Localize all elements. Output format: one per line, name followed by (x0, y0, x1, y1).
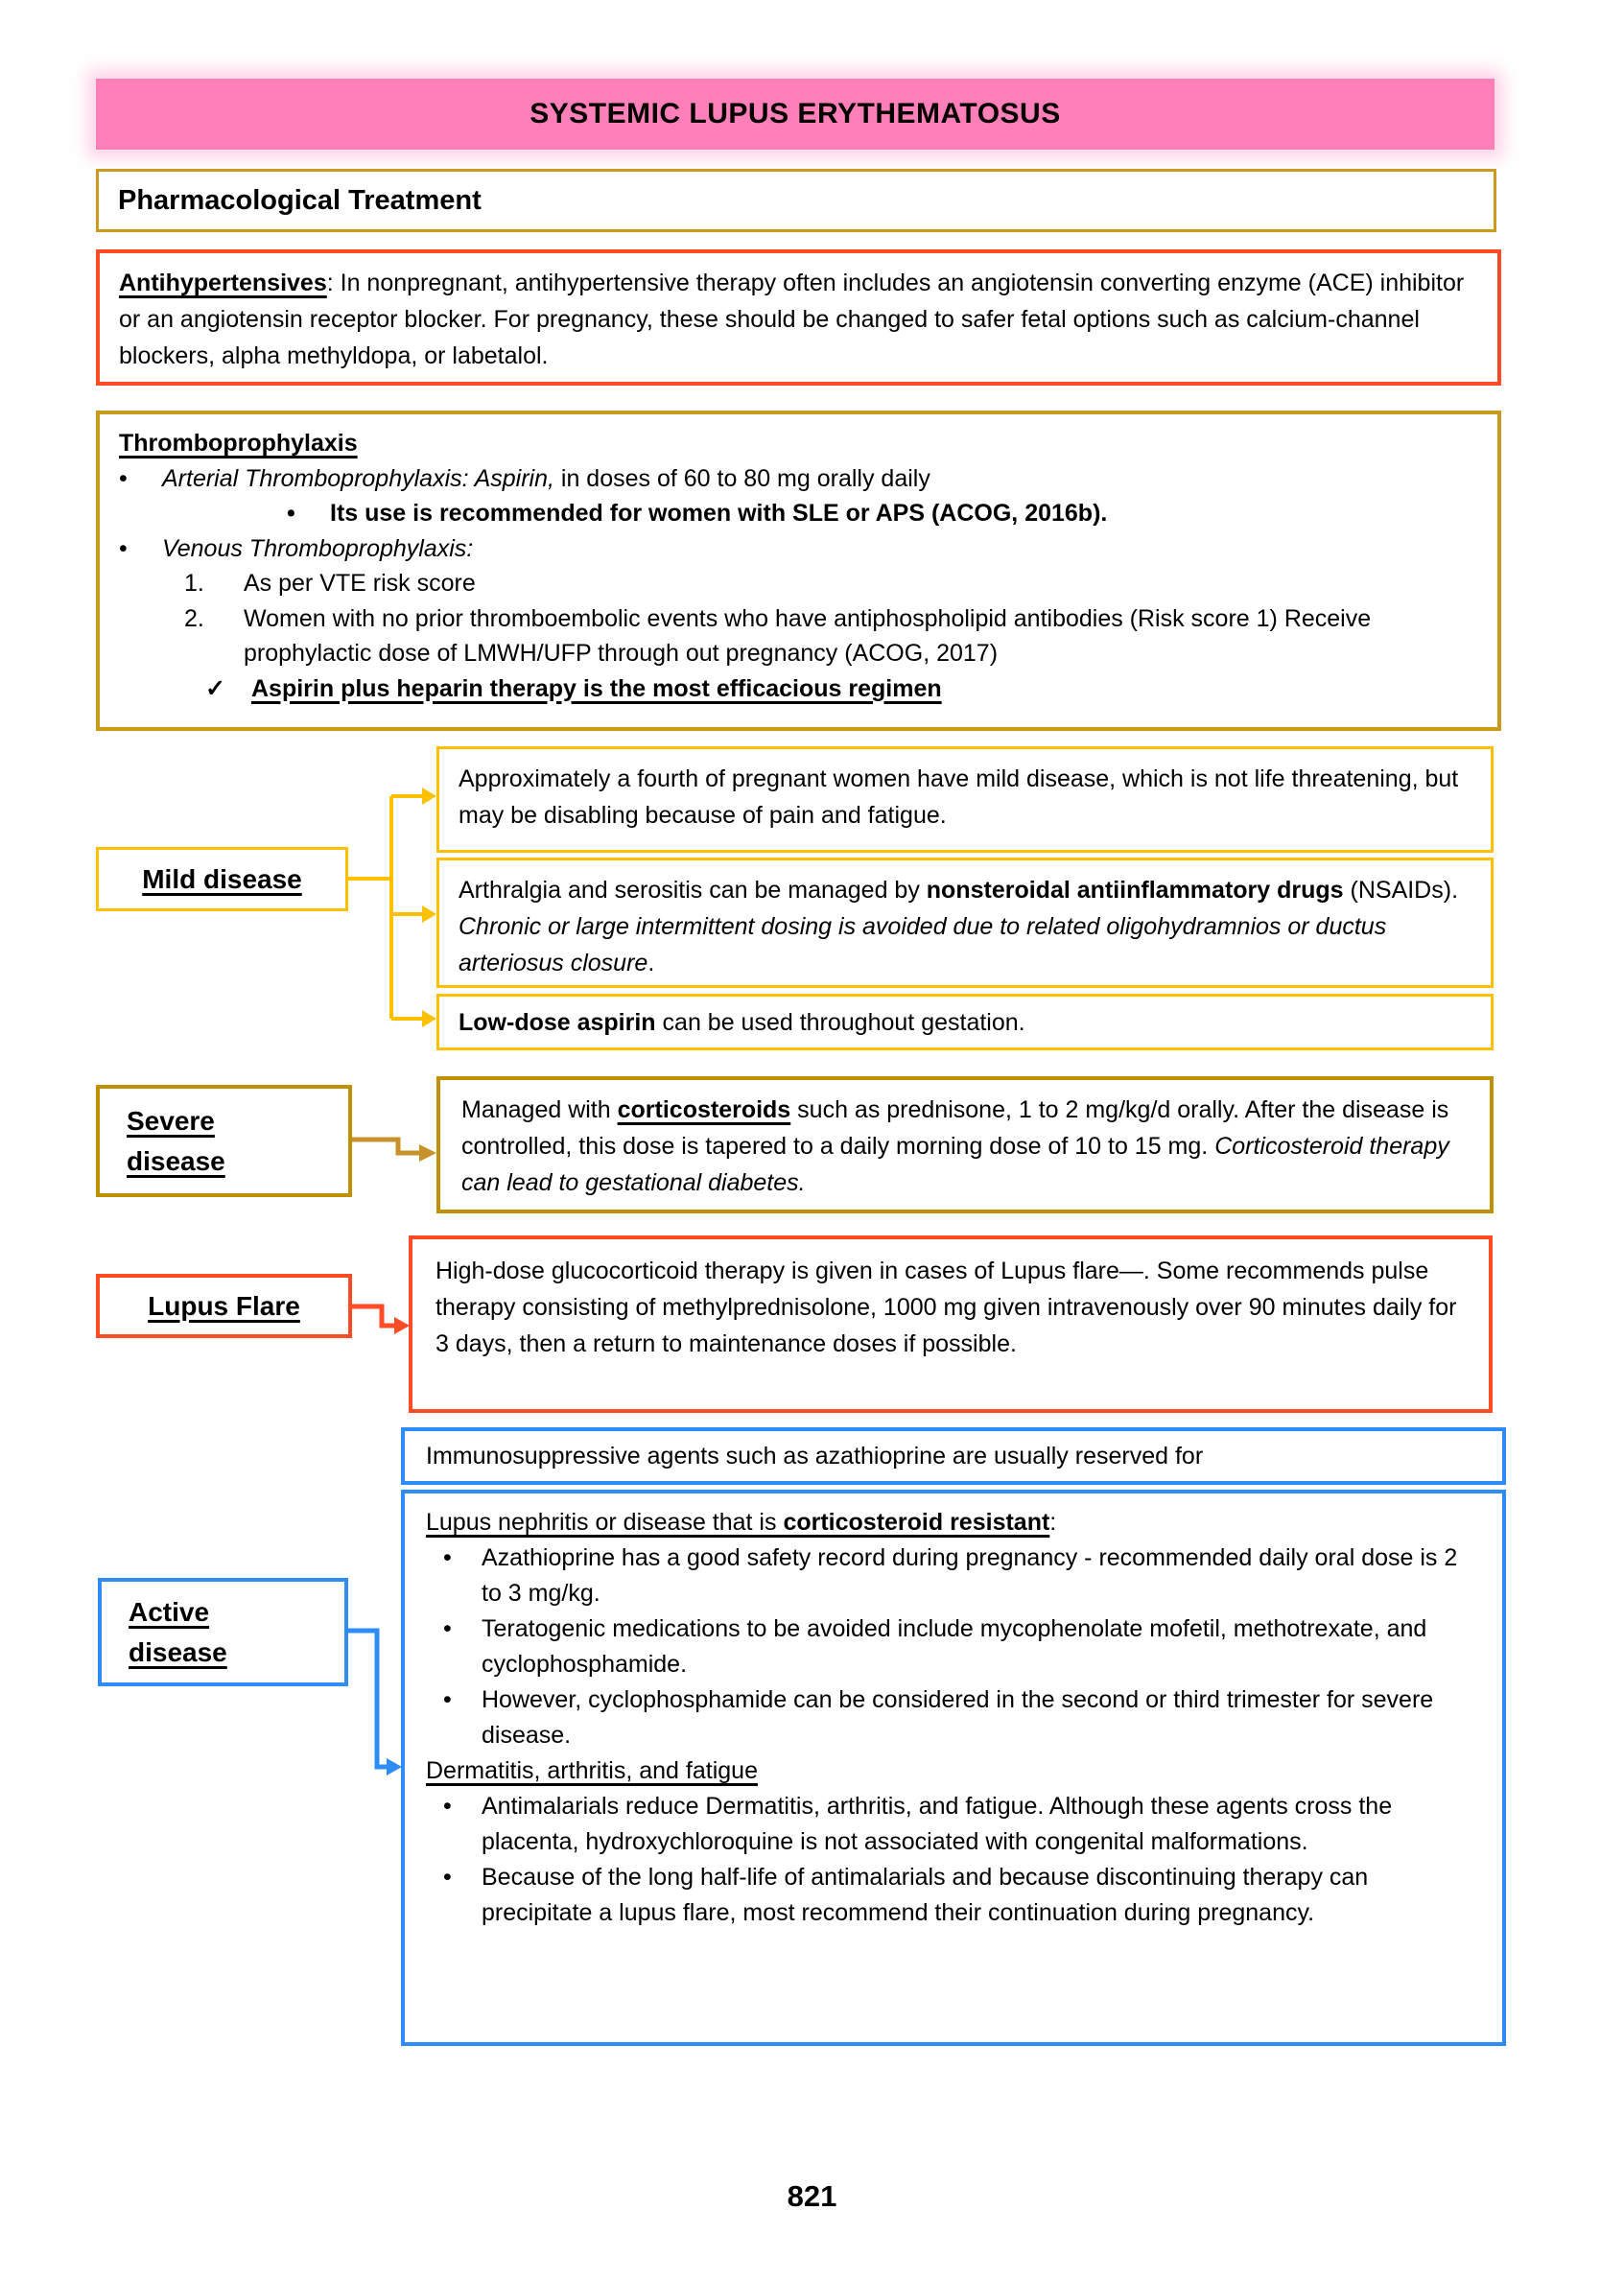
arterial-thromboprophylaxis-italic: Arterial Thromboprophylaxis: Aspirin, (162, 464, 554, 492)
active-intro-text: Immunosuppressive agents such as azathioprine are usually reserved for (426, 1442, 1204, 1470)
mild-disease-label: Mild disease (142, 863, 302, 894)
severe-pre: Managed with (461, 1096, 618, 1123)
list-item (443, 1860, 1481, 1931)
number-marker: 1. (184, 570, 204, 597)
mild-box2-mid: (NSAIDs). (1343, 877, 1459, 904)
mild-box3-bold: Low-dose aspirin (459, 1008, 656, 1036)
list-item (205, 671, 1478, 707)
active-disease-label: Active disease (129, 1596, 227, 1667)
mild-box2-bold: nonsteroidal antiinflammatory drugs (926, 877, 1344, 904)
active-disease-main-box (401, 1490, 1506, 2046)
mild-disease-text-1: Approximately a fourth of pregnant women have mild disease, which is not life threatening, but may be disabling because of pain and fatigue. (459, 765, 1459, 829)
lupus-flare-label: Lupus Flare (148, 1290, 300, 1321)
active-h1-bold: corticosteroid resistant (783, 1509, 1050, 1536)
mild-disease-label-box (96, 847, 348, 911)
severe-italic: Corticosteroid therapy can lead to gestational diabetes. (461, 1133, 1449, 1196)
list-item (119, 461, 1478, 497)
list-item (443, 1540, 1481, 1611)
aspirin-heparin-note: Aspirin plus heparin therapy is the most efficacious regimen (251, 674, 942, 702)
severe-disease-label: Severe disease (127, 1105, 225, 1176)
mild-box2-italic: Chronic or large intermittent dosing is avoided due to related oligohydramnios or ductus arteriosus closure (459, 913, 1387, 976)
antihypertensives-text: : In nonpregnant, antihypertensive therapy often includes an angiotensin converting enzyme (ACE) inhibitor or an angiotensin receptor blocker. For pregnancy, these should be changed to safer fetal options such as calcium-channel blockers, alpha methyldopa, or labetalol. (119, 270, 1465, 369)
mild-disease-box-2 (436, 858, 1494, 988)
page-title: SYSTEMIC LUPUS ERYTHEMATOSUS (530, 98, 1061, 129)
bullet-icon: • (443, 1793, 452, 1820)
section-heading: Pharmacological Treatment (118, 184, 482, 216)
mild-disease-box-1 (436, 746, 1494, 853)
lmwh-item: Women with no prior thromboembolic events who have antiphospholipid antibodies (Risk score 1) Receive prophylactic dose of LMWH/UFP through out pregnancy (ACOG, 2017) (244, 604, 1372, 667)
active-heading-2: Dermatitis, arthritis, and fatigue (426, 1757, 758, 1784)
active-disease-connector-arrow (348, 1613, 403, 1782)
list-item (443, 1789, 1481, 1860)
page-title-band (96, 79, 1495, 150)
bullet-icon: • (443, 1686, 452, 1713)
lupus-flare-label-box (96, 1274, 352, 1338)
mild-box3-rest: can be used throughout gestation. (655, 1008, 1025, 1036)
bullet-icon: • (287, 500, 295, 527)
check-icon: ✓ (205, 674, 225, 702)
severe-corticosteroids: corticosteroids (617, 1096, 791, 1123)
list-item (443, 1611, 1481, 1682)
list-item (443, 1682, 1481, 1753)
mild-disease-connector-arrows (347, 775, 439, 1030)
active-bullet-cyclophosphamide: However, cyclophosphamide can be considered in the second or third trimester for severe disease. (482, 1686, 1434, 1749)
list-item (119, 531, 1478, 567)
thromboprophylaxis-title: Thromboprophylaxis (119, 430, 358, 457)
active-heading-1 (426, 1505, 1481, 1540)
bullet-icon: • (443, 1615, 452, 1642)
bullet-icon: • (443, 1864, 452, 1891)
list-item (184, 566, 1478, 601)
active-h1-pre: Lupus nephritis or disease that is (426, 1509, 784, 1536)
active-bullet-antimalarials: Antimalarials reduce Dermatitis, arthritis, and fatigue. Although these agents cross the placenta, hydroxychloroquine is not associated with congenital malformations. (482, 1793, 1393, 1855)
thromboprophylaxis-box (96, 411, 1501, 731)
mild-disease-box-3 (436, 994, 1494, 1050)
arterial-sub-bullet: Its use is recommended for women with SLE or APS (ACOG, 2016b). (330, 500, 1108, 527)
active-bullet-teratogenic: Teratogenic medications to be avoided include mycophenolate mofetil, methotrexate, and cyclophosphamide. (482, 1615, 1427, 1678)
venous-thromboprophylaxis: Venous Thromboprophylaxis: (162, 534, 474, 562)
antihypertensives-label: Antihypertensives (119, 270, 327, 296)
bullet-icon: • (119, 534, 128, 562)
lupus-flare-text: High-dose glucocorticoid therapy is given in cases of Lupus flare—. Some recommends pulse therapy consisting of methylprednisolone, 1000 mg given intravenously over 90 minutes daily for 3 days, then a return to maintenance doses if possible. (435, 1258, 1457, 1357)
severe-disease-box (436, 1076, 1494, 1213)
list-item (287, 496, 1478, 531)
bullet-icon: • (119, 464, 128, 492)
severe-disease-connector-arrow (352, 1126, 438, 1168)
lupus-flare-box (409, 1235, 1493, 1413)
active-bullet-halflife: Because of the long half-life of antimalarials and because discontinuing therapy can precipitate a lupus flare, most recommend their continuation during pregnancy. (482, 1864, 1369, 1926)
active-disease-label-box (98, 1578, 348, 1686)
severe-disease-label-box (96, 1085, 352, 1197)
severe-mid: such as prednisone, 1 to 2 mg/kg/d orally. After the disease is controlled, this dose is tapered to a daily morning dose of 10 to 15 mg. (461, 1096, 1449, 1160)
number-marker: 2. (184, 604, 204, 632)
lupus-flare-connector-arrow (352, 1287, 411, 1337)
mild-box2-pre: Arthralgia and serositis can be managed by (459, 877, 927, 904)
active-bullet-azathioprine: Azathioprine has a good safety record during pregnancy - recommended daily oral dose is 2 to 3 mg/kg. (482, 1544, 1458, 1607)
list-item (184, 601, 1478, 671)
antihypertensives-box (96, 249, 1501, 386)
page-number: 821 (787, 2179, 837, 2213)
active-h1-post: : (1049, 1509, 1057, 1536)
vte-risk-item: As per VTE risk score (244, 570, 476, 597)
section-heading-box (96, 169, 1496, 232)
active-disease-intro-box (401, 1427, 1506, 1485)
arterial-thromboprophylaxis-rest: in doses of 60 to 80 mg orally daily (553, 464, 930, 492)
bullet-icon: • (443, 1544, 452, 1571)
mild-box2-end: . (647, 950, 655, 976)
